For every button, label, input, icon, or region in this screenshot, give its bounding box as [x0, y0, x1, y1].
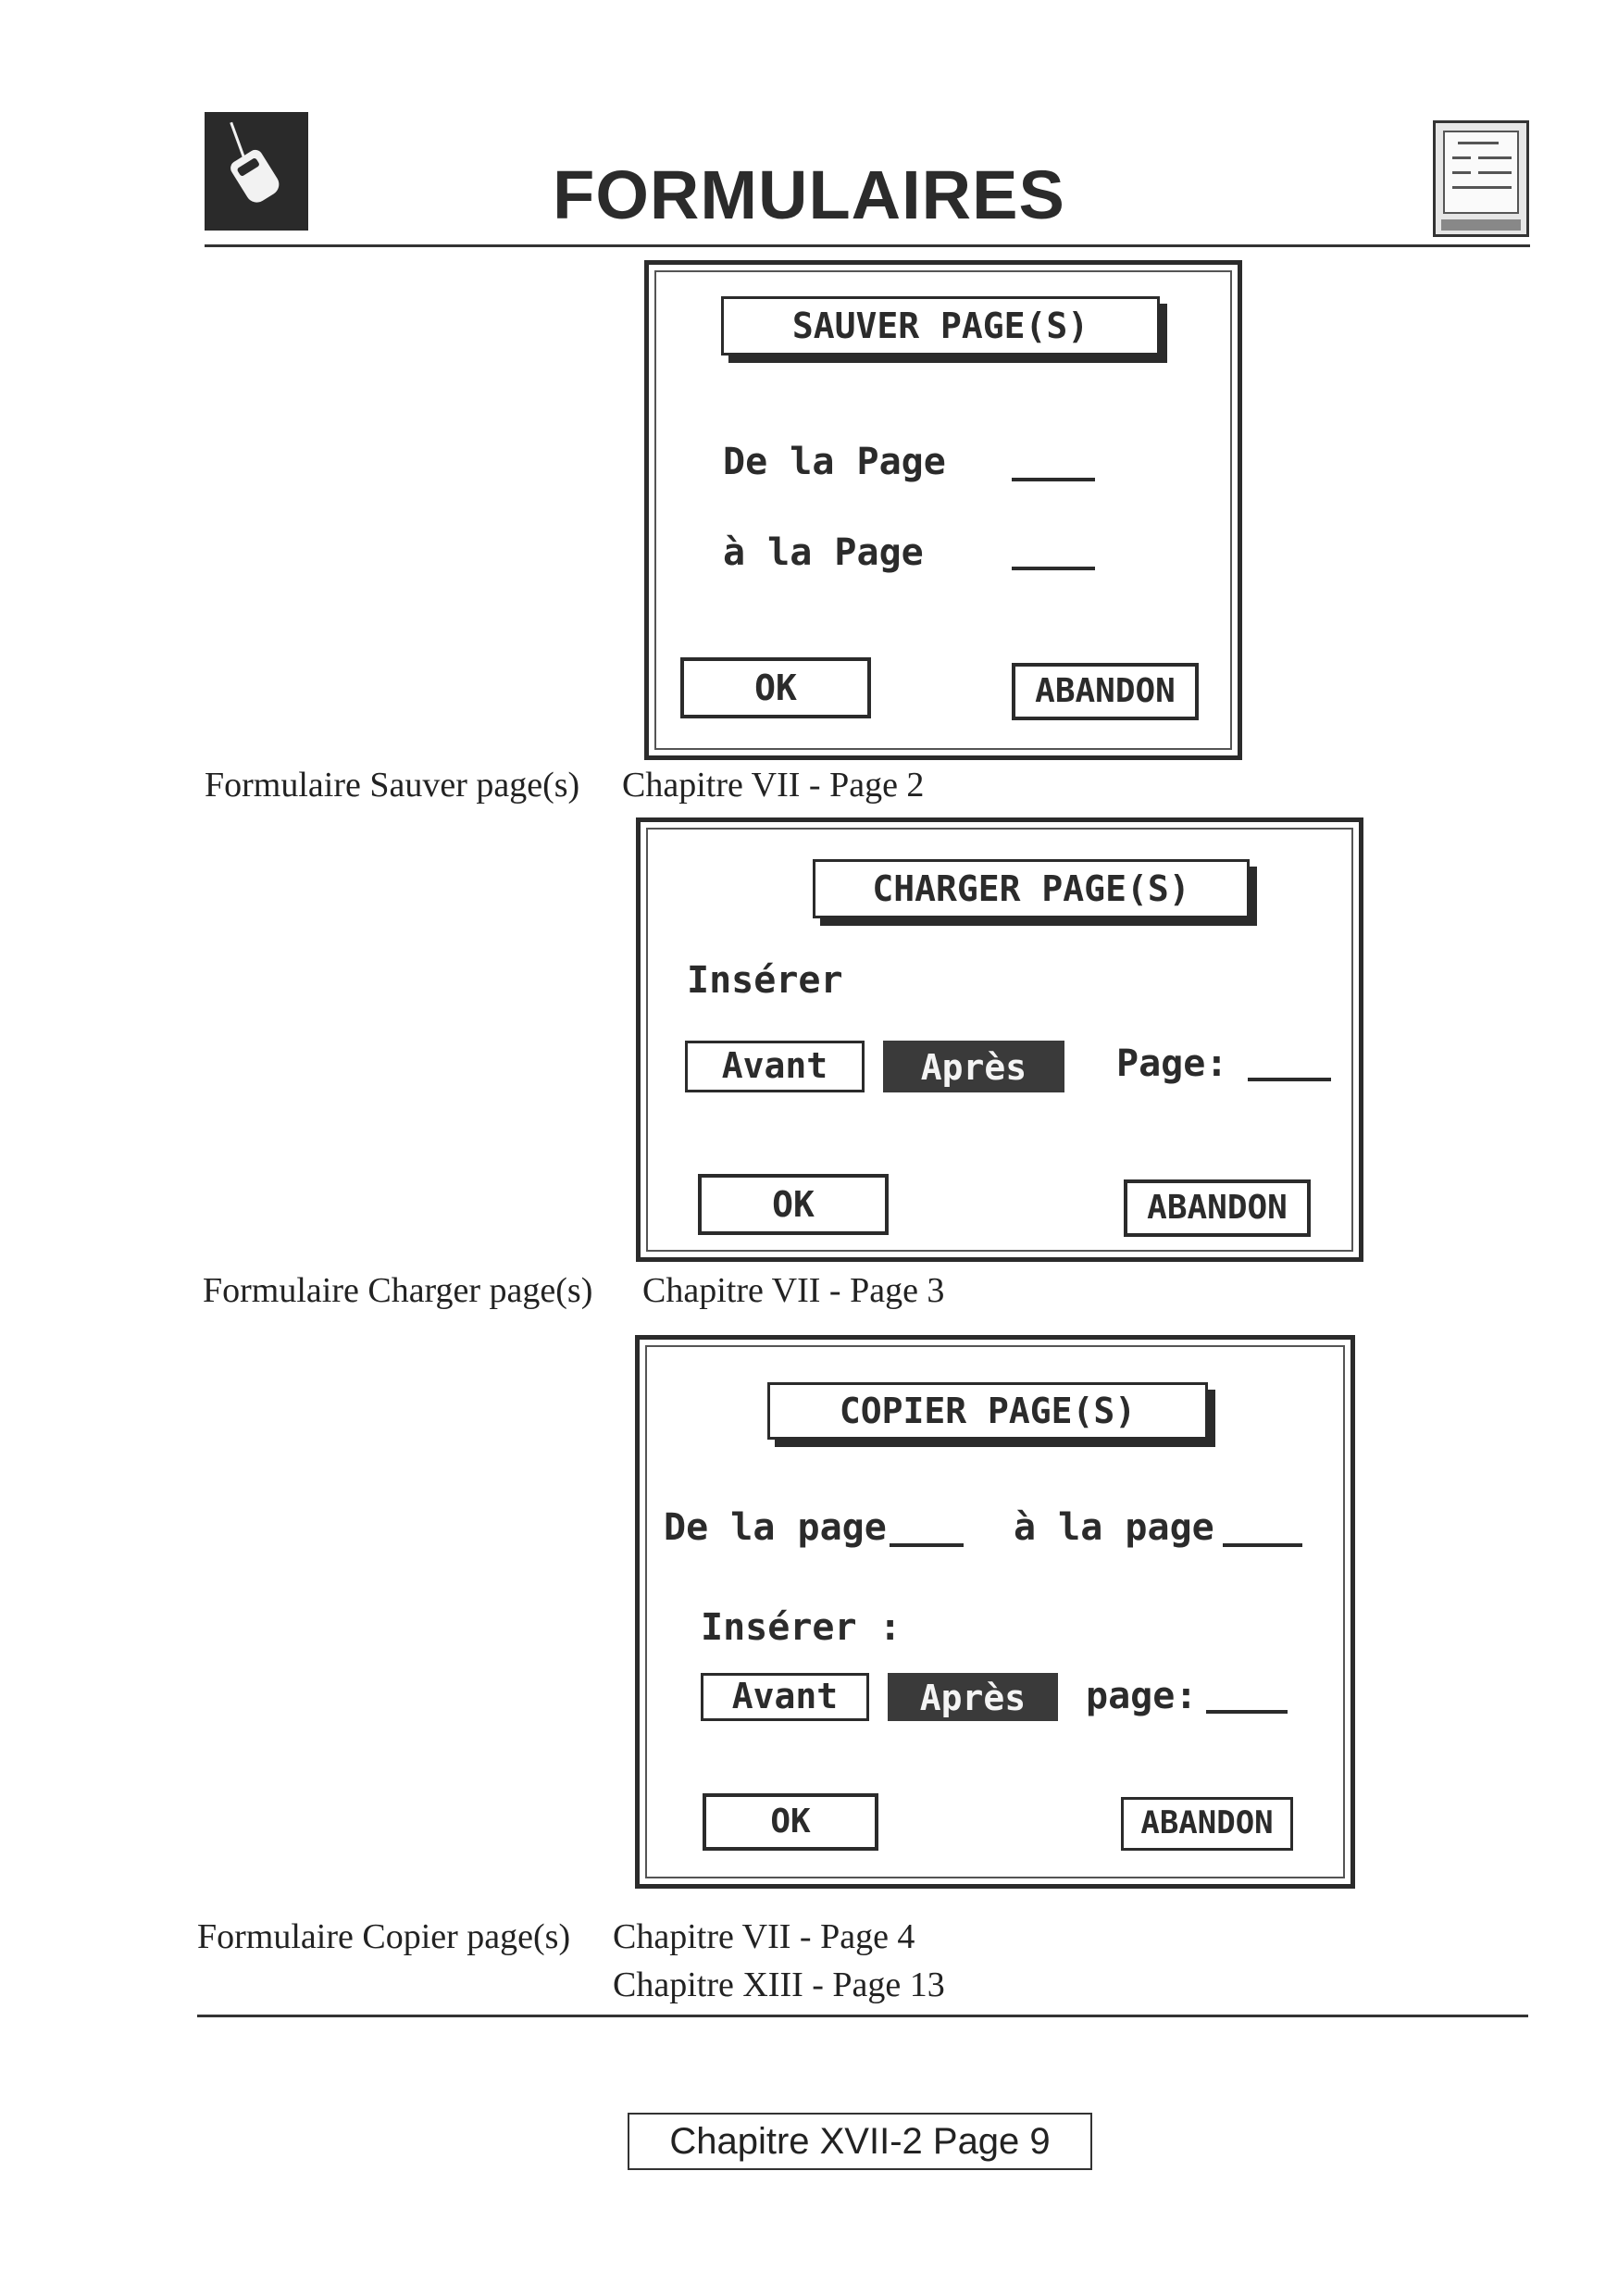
- page-field[interactable]: [1248, 1078, 1331, 1081]
- header-rule: [205, 244, 1530, 247]
- caption-charger: Formulaire Charger page(s): [203, 1271, 593, 1310]
- from-page-label: De la Page: [723, 441, 946, 483]
- copier-pages-dialog: [635, 1335, 1355, 1889]
- abandon-button[interactable]: ABANDON: [1012, 663, 1199, 720]
- form-window-line: [1452, 171, 1471, 174]
- from-page-label: De la page: [664, 1506, 887, 1549]
- form-window-line: [1478, 156, 1512, 159]
- to-page-label: à la Page: [723, 531, 924, 574]
- footer-rule: [197, 2015, 1528, 2017]
- sauver-pages-dialog: [644, 260, 1242, 760]
- page-number-box: Chapitre XVII-2 Page 9: [628, 2113, 1092, 2170]
- avant-option-button[interactable]: Avant: [701, 1673, 869, 1721]
- abandon-button[interactable]: ABANDON: [1121, 1797, 1293, 1851]
- avant-option-button[interactable]: Avant: [685, 1041, 865, 1092]
- apres-option-button[interactable]: Après: [883, 1041, 1064, 1092]
- page-label: Page:: [1116, 1042, 1228, 1085]
- caption-sauver-ref: Chapitre VII - Page 2: [622, 766, 925, 805]
- page-field[interactable]: [1206, 1710, 1288, 1714]
- form-window-screen: [1443, 131, 1519, 214]
- page-label: page:: [1086, 1675, 1198, 1717]
- ok-button[interactable]: OK: [698, 1174, 889, 1235]
- caption-charger-ref: Chapitre VII - Page 3: [642, 1271, 945, 1310]
- from-page-field[interactable]: [1012, 478, 1095, 481]
- to-page-field[interactable]: [1223, 1543, 1302, 1547]
- caption-sauver: [205, 765, 579, 805]
- ok-button[interactable]: OK: [703, 1793, 878, 1851]
- abandon-button[interactable]: ABANDON: [1124, 1179, 1311, 1237]
- dialog-title: CHARGER PAGE(S): [813, 859, 1250, 918]
- to-page-label: à la page: [1014, 1506, 1214, 1549]
- from-page-field[interactable]: [890, 1543, 964, 1547]
- caption-copier-ref2: Chapitre XIII - Page 13: [613, 1965, 945, 2004]
- form-window-icon: [1433, 120, 1529, 237]
- dialog-title: SAUVER PAGE(S): [721, 296, 1160, 356]
- mouse-cord: [230, 122, 244, 158]
- charger-pages-dialog: [636, 817, 1363, 1262]
- apres-option-button[interactable]: Après: [888, 1673, 1058, 1721]
- caption-name: Formulaire Sauver page(s): [205, 766, 580, 805]
- form-window-line: [1452, 186, 1512, 189]
- form-window-base: [1441, 219, 1521, 231]
- form-window-line: [1458, 142, 1499, 144]
- ok-button[interactable]: OK: [680, 657, 871, 718]
- insert-label: Insérer: [687, 959, 843, 1002]
- dialog-title: COPIER PAGE(S): [767, 1382, 1208, 1440]
- caption-copier: Formulaire Copier page(s): [197, 1917, 571, 1956]
- page-title: FORMULAIRES: [553, 156, 1065, 233]
- form-window-line: [1452, 156, 1471, 159]
- to-page-field[interactable]: [1012, 567, 1095, 570]
- insert-label: Insérer :: [701, 1606, 902, 1649]
- caption-copier-ref: Chapitre VII - Page 4: [613, 1917, 915, 1956]
- form-window-line: [1478, 171, 1512, 174]
